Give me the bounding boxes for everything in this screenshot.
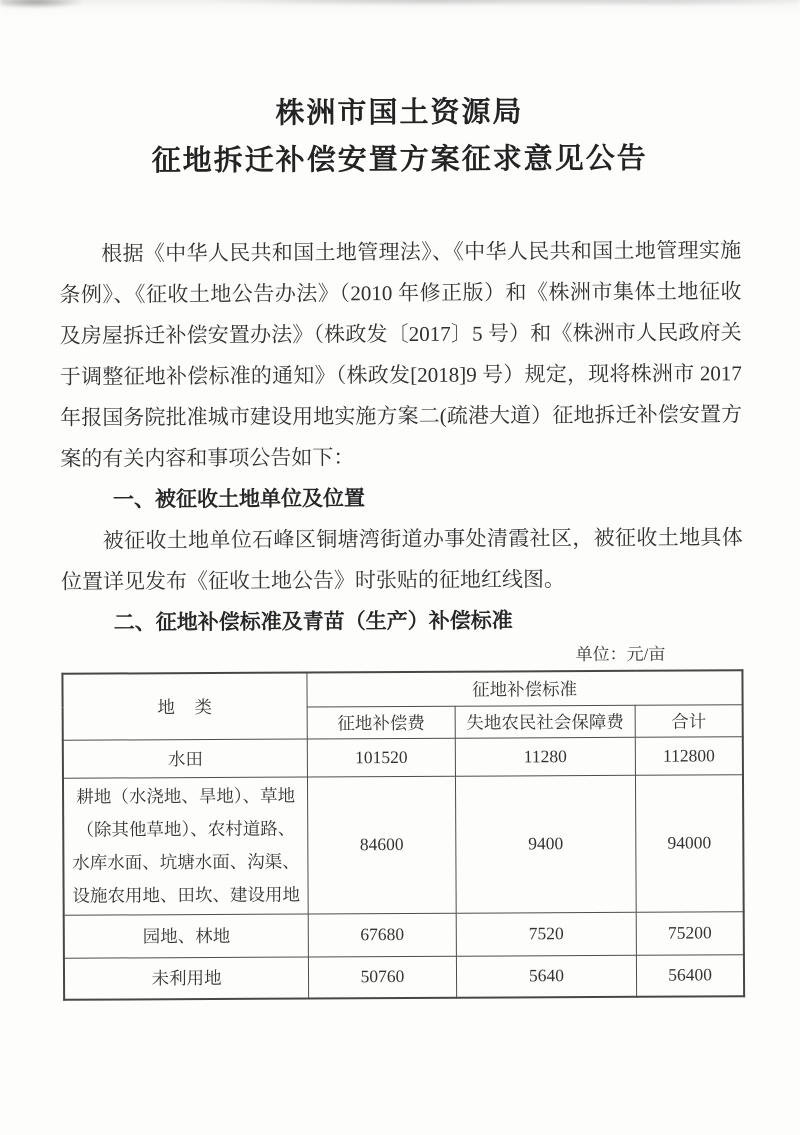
cell-social-security: 5640 — [456, 955, 637, 998]
title-line-2: 征地拆迁补偿安置方案征求意见公告 — [151, 142, 648, 178]
cell-land-type: 水田 — [63, 738, 308, 777]
table-row — [63, 774, 744, 915]
cell-land-type: 未利用地 — [64, 956, 309, 999]
cell-land-type: 园地、林地 — [64, 913, 309, 957]
header-social-security-fee: 失地农民社会保障费 — [455, 705, 636, 738]
title-line-1: 株洲市国土资源局 — [275, 96, 524, 130]
intro-paragraph: 根据《中华人民共和国土地管理法》、《中华人民共和国土地管理实施条例》、《征收土地公告办法》（2010 年修正版）和《株洲市集体土地征收及房屋拆迁补偿安置办法》（株政发〔2017〕5 号）和《株洲市人民政府关于调整征地补偿标准的通知》（株政发[2018]9 号）规定，现将株洲市 2017 年报国务院批准城市建设用地实施方案二(疏港大道）征地拆迁补偿安置方案的有关内容和事项公告如下： — [59, 238, 743, 471]
cell-land-type: 耕地（水浇地、旱地）、草地（除其他草地）、农村道路、水库水面、坑塘水面、沟渠、设施农用地、田坎、建设用地 — [63, 776, 308, 914]
cell-social-security: 9400 — [455, 775, 636, 913]
header-land-type: 地 类 — [62, 672, 307, 739]
cell-total: 56400 — [637, 954, 745, 997]
cell-social-security: 11280 — [455, 737, 636, 776]
section2-heading: 二、征地补偿标准及青苗（生产）补偿标准 — [113, 608, 513, 635]
section1-heading: 一、被征收土地单位及位置 — [112, 486, 366, 512]
header-land-compensation-fee: 征地补偿费 — [307, 706, 455, 739]
compensation-table — [61, 669, 745, 1001]
cell-compensation: 101520 — [307, 738, 455, 777]
document-content — [58, 0, 745, 1001]
table-row — [64, 911, 744, 958]
cell-compensation: 67680 — [308, 913, 456, 957]
cell-total: 75200 — [636, 911, 744, 955]
cell-compensation: 84600 — [308, 776, 456, 914]
cell-total: 94000 — [636, 774, 744, 912]
table-header-row-group — [62, 670, 742, 708]
document-title — [58, 0, 741, 186]
table-row — [64, 954, 744, 1000]
header-total: 合计 — [635, 704, 743, 737]
cell-total: 112800 — [635, 736, 743, 775]
section1-paragraph: 被征收土地单位石峰区铜塘湾街道办事处清霞社区，被征收土地具体位置详见发布《征收土地公告》时张贴的征地红线图。 — [60, 525, 743, 594]
cell-social-security: 7520 — [456, 912, 637, 956]
table-row — [63, 736, 743, 778]
header-compensation-standard-group: 征地补偿标准 — [307, 670, 742, 706]
unit-note: 单位：元/亩 — [575, 644, 666, 665]
cell-compensation: 50760 — [309, 956, 457, 999]
